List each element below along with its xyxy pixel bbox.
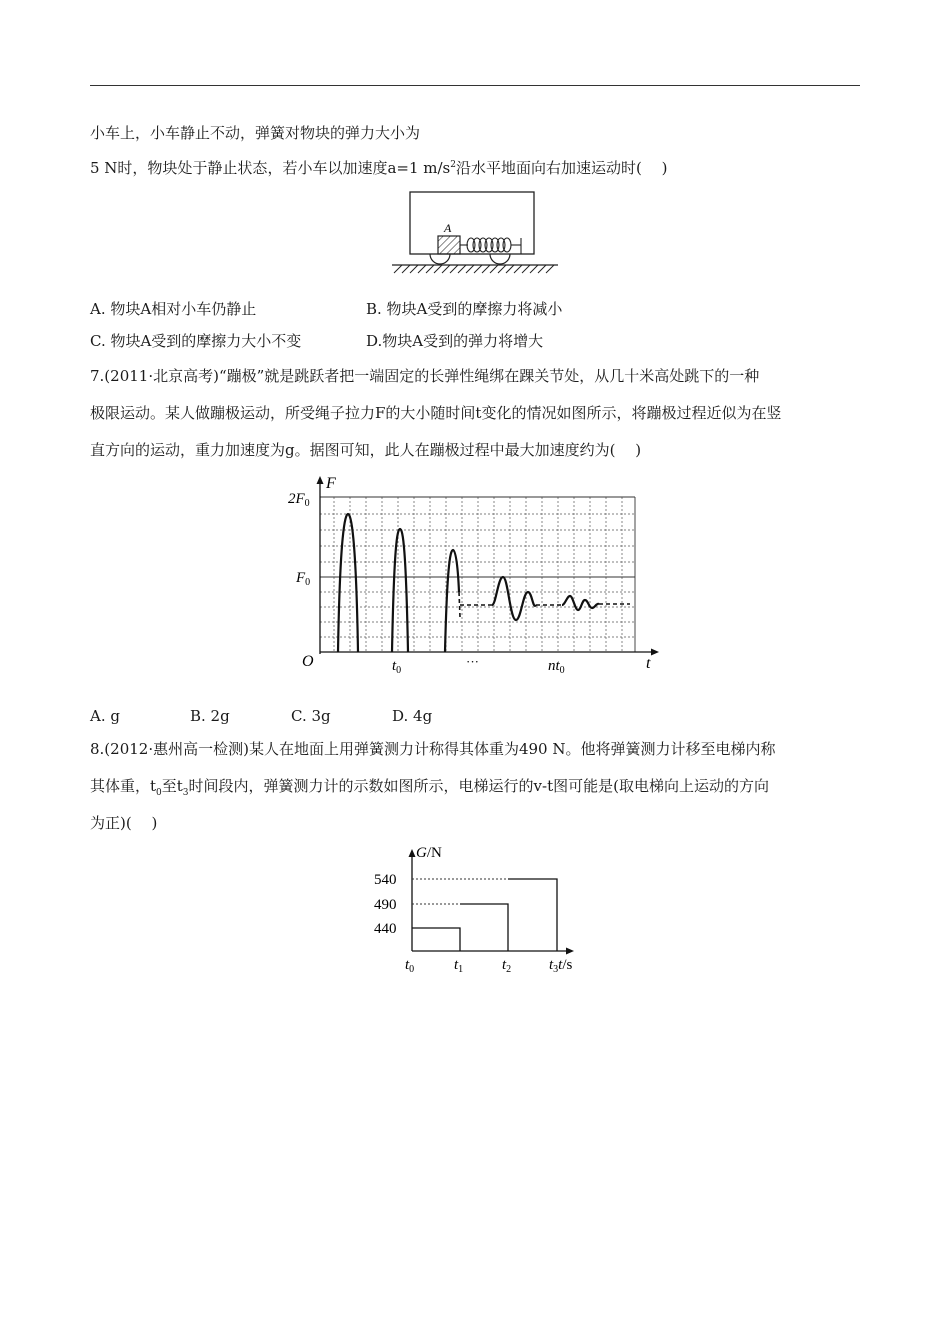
header-rule bbox=[90, 85, 860, 86]
guide-lines bbox=[412, 879, 508, 904]
q8-text-line-2: 其体重，$t_0$至$t_3$时间段内，弹簧测力计的示数如图所示，电梯运行的v-t图可能是(取电梯向上运动的方向 bbox=[90, 777, 769, 798]
graph-y-tick-440: 440 bbox=[374, 921, 397, 937]
ground-hatch bbox=[394, 265, 554, 273]
q7-text-line-1: 7.(2011·北京高考)“蹦极”就是跳跃者把一端固定的长弹性绳绑在踝关节处，从几十米高处跳下的一种 bbox=[90, 367, 760, 385]
graph-origin-label: O bbox=[302, 653, 314, 670]
q6-option-b: B. 物块A受到的摩擦力将减小 bbox=[366, 300, 563, 318]
q6-text-line-1: 小车上，小车静止不动，弹簧对物块的弹力大小为 bbox=[90, 124, 421, 142]
bungee-force-graph bbox=[270, 474, 670, 674]
y-axis-arrow bbox=[409, 849, 416, 857]
graph-x-tick-t0: $t_0$ bbox=[392, 658, 402, 676]
block-a-label: A bbox=[444, 221, 452, 235]
q7-option-c: C. 3g bbox=[291, 707, 331, 725]
graph-y-tick-f0: $F_0$ bbox=[296, 570, 311, 588]
q6-text-line-2: 5 N时，物块处于静止状态，若小车以加速度a=1 $m/s^2$沿水平地面向右加速运动时( ) bbox=[90, 159, 668, 177]
q8-text-line-1: 8.(2012·惠州高一检测)某人在地面上用弹簧测力计称得其体重为490 N。他将弹簧测力计移至电梯内称 bbox=[90, 740, 776, 758]
q6-option-a: A. 物块A相对小车仍静止 bbox=[90, 300, 257, 318]
block-a bbox=[438, 236, 460, 254]
cart-spring-figure bbox=[390, 190, 570, 282]
q7-text-line-2: 极限运动。某人做蹦极运动，所受绳子拉力F的大小随时间t变化的情况如图所示，将蹦极过程近似为在竖 bbox=[90, 404, 782, 422]
graph-y-tick-490: 490 bbox=[374, 897, 397, 913]
graph-x-tick-t1: $t_1$ bbox=[454, 957, 464, 975]
wheel-right bbox=[490, 254, 510, 264]
q7-option-a: A. g bbox=[90, 707, 120, 725]
weight-steps bbox=[412, 879, 557, 951]
graph-x-ellipsis: ··· bbox=[466, 654, 479, 669]
spring bbox=[460, 238, 521, 254]
wheel-left bbox=[430, 254, 450, 264]
x-axis-arrow bbox=[566, 948, 574, 955]
q6-option-d: D.物块A受到的弹力将增大 bbox=[366, 332, 544, 350]
graph-y-axis-label: G/N bbox=[416, 845, 442, 861]
graph-y-tick-2f0: $2F_0$ bbox=[288, 491, 310, 509]
y-axis-arrow bbox=[317, 476, 324, 484]
graph-grid bbox=[320, 497, 635, 652]
elevator-weight-graph bbox=[370, 845, 600, 980]
graph-y-axis-label: F bbox=[326, 475, 336, 492]
graph-x-tick-nt0: $nt_0$ bbox=[548, 658, 565, 676]
q7-option-d: D. 4g bbox=[392, 707, 433, 725]
q7-text-line-3: 直方向的运动，重力加速度为g。据图可知，此人在蹦极过程中最大加速度约为( ) bbox=[90, 441, 642, 459]
q6-option-c: C. 物块A受到的摩擦力大小不变 bbox=[90, 332, 302, 350]
graph-y-tick-540: 540 bbox=[374, 872, 397, 888]
graph-x-tick-t2: $t_2$ bbox=[502, 957, 512, 975]
q8-text-line-3: 为正)( ) bbox=[90, 814, 158, 832]
q7-option-b: B. 2g bbox=[190, 707, 230, 725]
graph-x-tick-t0: $t_0$ bbox=[405, 957, 415, 975]
graph-x-axis-label: t bbox=[646, 655, 651, 672]
graph-x-tick-t3: $t_3t/s$ bbox=[549, 957, 573, 975]
x-axis-arrow bbox=[651, 649, 659, 656]
